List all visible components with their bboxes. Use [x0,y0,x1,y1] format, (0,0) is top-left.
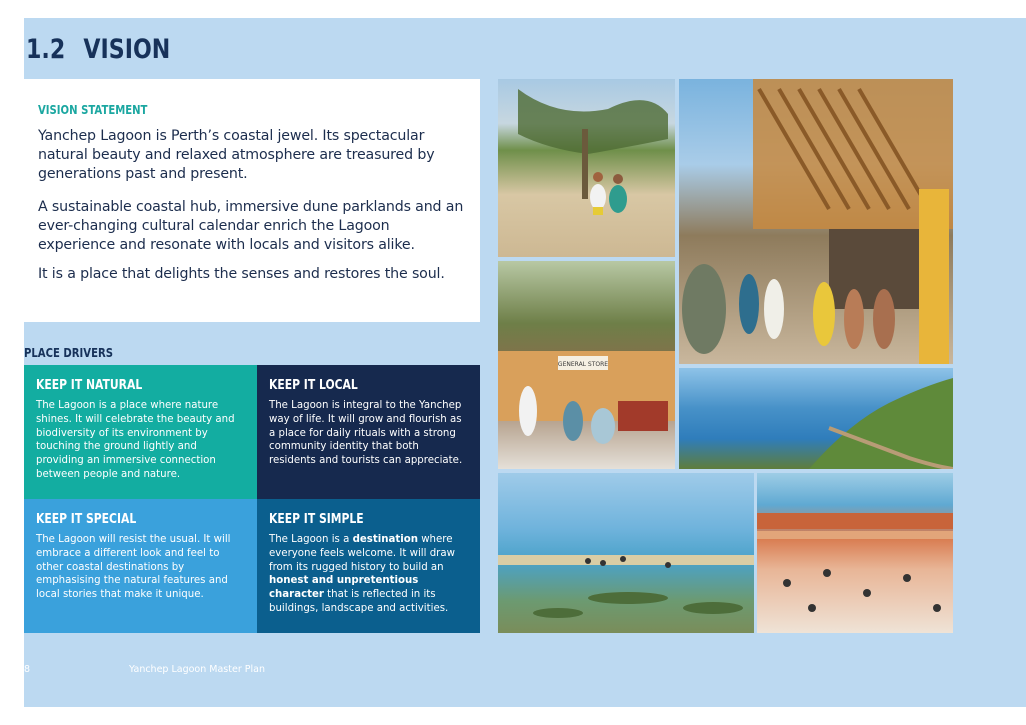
beach-path-illustration [498,79,675,257]
driver-body: The Lagoon is integral to the Yanchep way of life. It will grow and flourish as a place for daily rituals with a strong community identity that both residents and tourists can appreciate. [269,400,463,467]
photo-lagoon-swimmers [498,473,754,633]
kiosk-illustration [679,79,953,364]
photo-beach-path-walkers [498,79,675,257]
umbrellas-illustration [757,473,953,633]
photo-general-store-kiosk [679,79,953,364]
footer-document-title: Yanchep Lagoon Master Plan [129,664,265,675]
boardwalk-illustration [679,368,953,469]
driver-title: KEEP IT SIMPLE [269,511,364,527]
vision-paragraph-2: A sustainable coastal hub, immersive dune parklands and an ever-changing cultural calendar enrich the Lagoon experience and resonate with locals and visitors alike. [38,199,464,253]
page-title [26,34,170,65]
driver-card-local [257,365,480,499]
photo-coastal-boardwalk [679,368,953,469]
photo-general-store-cafe [498,261,675,469]
vision-paragraph-3: It is a place that delights the senses and restores the soul. [38,266,445,282]
footer-page-number: 8 [24,664,31,675]
driver-body: The Lagoon is a place where nature shines. It will celebrate the beauty and biodiversity of its environment by touching the ground lightly and providing an immersive connection between people and nature. [36,400,235,480]
section-title-text: VISION [83,34,171,65]
driver-body: The Lagoon is a destination where everyone feels welcome. It will draw from its rugged history to build an honest and unpretentious character that is reflected in its buildings, landscape and activities. [269,534,455,614]
section-number: 1.2 [26,34,66,65]
driver-card-simple [257,499,480,633]
vision-statement-label: VISION STATEMENT [38,103,148,117]
vision-statement-box [24,79,480,322]
place-drivers-label: PLACE DRIVERS [24,346,114,360]
lagoon-illustration [498,473,754,633]
driver-title: KEEP IT SPECIAL [36,511,137,527]
cafe-illustration [498,261,675,469]
driver-card-special [24,499,257,633]
general-store-sign: GENERAL STORE [557,361,609,368]
driver-body: The Lagoon will resist the usual. It will embrace a different look and feel to other coastal destinations by emphasising the natural features and local stories that make it unique. [36,534,231,601]
driver-title: KEEP IT LOCAL [269,377,358,393]
driver-card-natural [24,365,257,499]
photo-beach-umbrellas [757,473,953,633]
vision-paragraph-1: Yanchep Lagoon is Perth’s coastal jewel. Its spectacular natural beauty and relaxed atmosphere are treasured by generations past and present. [38,128,435,182]
driver-title: KEEP IT NATURAL [36,377,143,393]
